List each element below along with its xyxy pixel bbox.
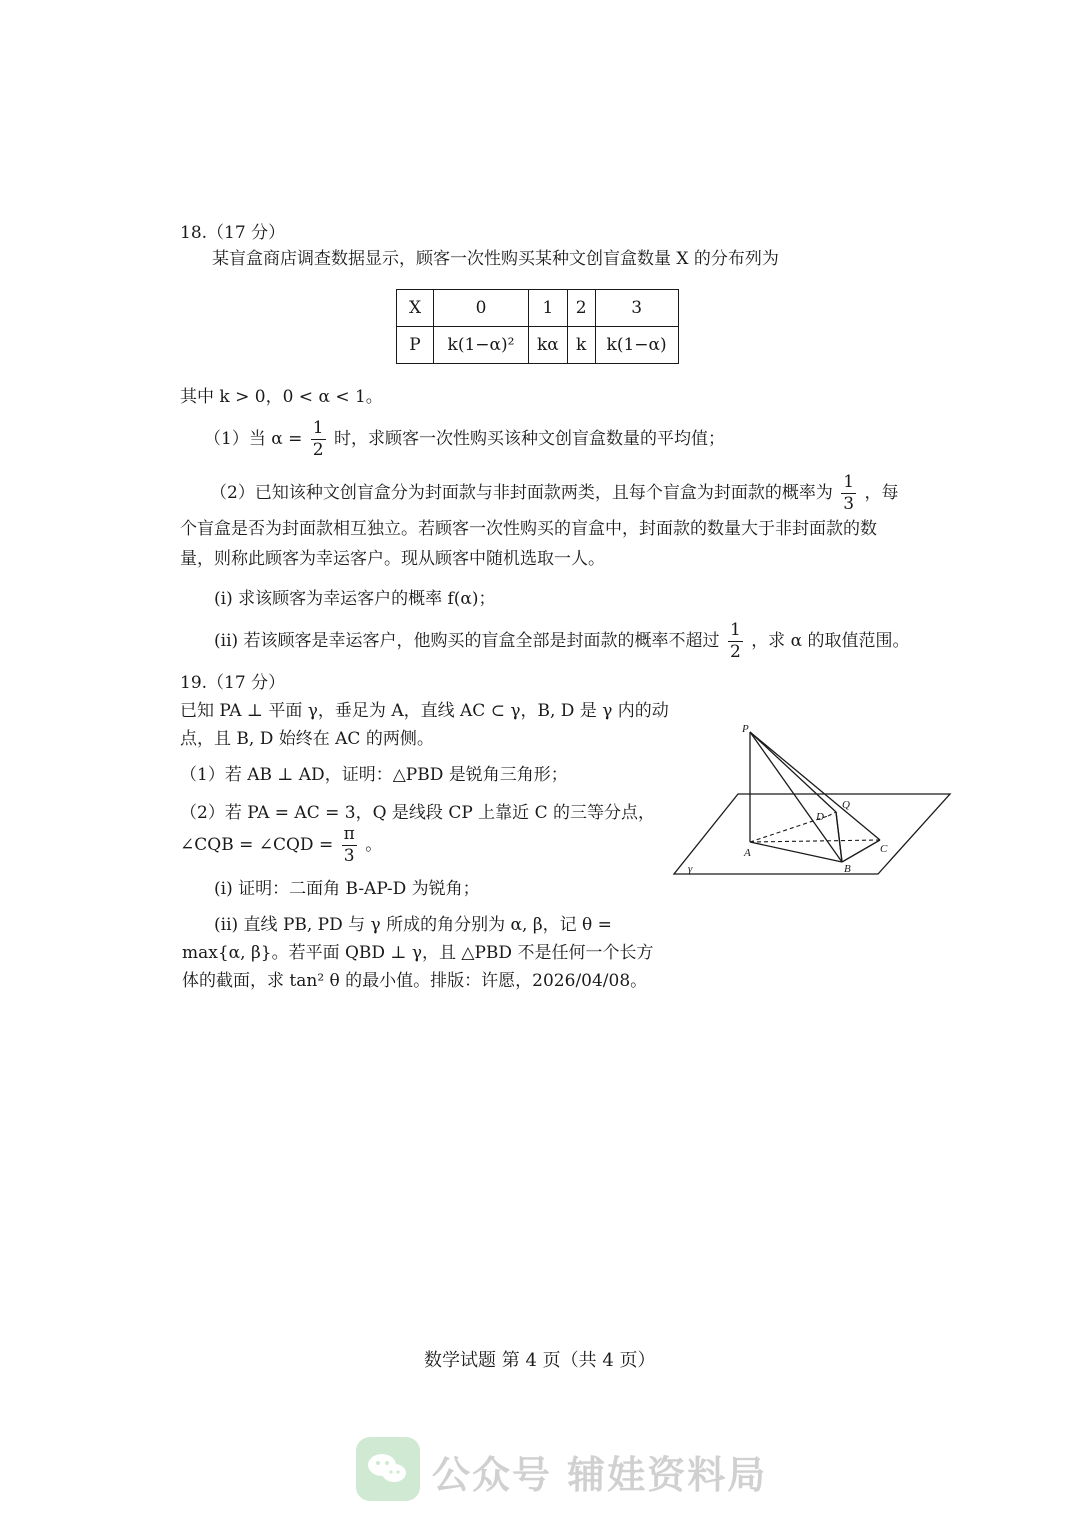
label-B: B	[844, 863, 851, 875]
page-footer: 数学试题 第 4 页（共 4 页）	[424, 1350, 656, 1371]
table-cell: P	[397, 327, 434, 364]
table-cell: 0	[434, 290, 529, 327]
q19-line1: 已知 PA ⊥ 平面 γ，垂足为 A，直线 AC ⊂ γ，B, D 是 γ 内的动	[180, 701, 669, 721]
text: (ii) 若该顾客是幸运客户，他购买的盲盒全部是封面款的概率不超过	[214, 631, 720, 651]
q18-condition: 其中 k > 0，0 < α < 1。	[180, 387, 383, 407]
q18-sub-i: (i) 求该顾客为幸运客户的概率 f(α)；	[214, 589, 496, 609]
q18-part2-line3: 量，则称此顾客为幸运客户。现从顾客中随机选取一人。	[180, 549, 605, 569]
q19-sub-ii-line2: max{α, β}。若平面 QBD ⊥ γ，且 △PBD 不是任何一个长方	[182, 943, 654, 963]
label-C: C	[880, 843, 888, 855]
segment-BC	[842, 840, 880, 862]
fraction: $\frac{\pi}{3}$	[343, 824, 355, 866]
text: 。	[365, 835, 383, 855]
table-cell: 2	[567, 290, 595, 327]
q19-part2-line1: （2）若 PA = AC = 3，Q 是线段 CP 上靠近 C 的三等分点，	[180, 803, 655, 823]
segment-AC	[750, 840, 880, 842]
q18-part2-line2: 个盲盒是否为封面款相互独立。若顾客一次性购买的盲盒中，封面款的数量大于非封面款的数	[180, 519, 877, 539]
segment-AB	[750, 842, 842, 862]
text: （2）已知该种文创盲盒分为封面款与非封面款两类，且每个盲盒为封面款的概率为	[210, 483, 833, 503]
text: 时，求顾客一次性购买该种文创盲盒数量的平均值；	[334, 429, 725, 449]
q19-header: 19.（17 分）	[180, 673, 286, 693]
q18-part2-line1	[210, 474, 898, 513]
table-cell: k(1−α)	[595, 327, 678, 364]
fraction: $\frac{1}{2}$	[312, 418, 324, 460]
table-cell: X	[397, 290, 434, 327]
text: （1）当 α =	[204, 429, 303, 449]
wechat-icon	[356, 1437, 420, 1501]
table-cell: 1	[529, 290, 568, 327]
label-Q: Q	[842, 799, 850, 811]
q19-part1: （1）若 AB ⊥ AD，证明：△PBD 是锐角三角形；	[180, 765, 568, 785]
q19-sub-i: (i) 证明：二面角 B-AP-D 为锐角；	[214, 879, 480, 899]
q19-sub-ii-line3: 体的截面，求 tan² θ 的最小值。排版：许愿，2026/04/08。	[182, 971, 648, 991]
table-cell: kα	[529, 327, 568, 364]
distribution-table	[396, 289, 679, 364]
q18-sub-ii	[214, 622, 909, 661]
watermark-text: 公众号 辅娃资料局	[432, 1453, 768, 1497]
label-D: D	[816, 811, 824, 823]
label-gamma: γ	[688, 863, 693, 875]
plane-gamma	[674, 794, 950, 874]
segment-PD	[750, 732, 836, 812]
q19-line2: 点，且 B, D 始终在 AC 的两侧。	[180, 729, 434, 749]
label-P: P	[742, 723, 749, 735]
q19-sub-ii-line1: (ii) 直线 PB, PD 与 γ 所成的角分别为 α, β，记 θ =	[214, 915, 612, 935]
geometry-figure	[668, 712, 958, 882]
q18-header: 18.（17 分）	[180, 223, 286, 243]
table-row	[397, 290, 679, 327]
q18-part1	[204, 420, 725, 459]
text: ∠CQB = ∠CQD =	[180, 835, 334, 855]
table-cell: k	[567, 327, 595, 364]
table-row	[397, 327, 679, 364]
table-cell: k(1−α)²	[434, 327, 529, 364]
q19-part2-line2	[180, 826, 382, 865]
label-A: A	[744, 847, 751, 859]
text: ，求 α 的取值范围。	[751, 631, 910, 651]
q18-intro: 某盲盒商店调查数据显示，顾客一次性购买某种文创盲盒数量 X 的分布列为	[212, 249, 779, 269]
segment-DQ	[828, 812, 836, 816]
fraction: $\frac{1}{3}$	[843, 472, 855, 514]
fraction: $\frac{1}{2}$	[729, 620, 741, 662]
table-cell: 3	[595, 290, 678, 327]
text: ，每	[864, 483, 899, 503]
